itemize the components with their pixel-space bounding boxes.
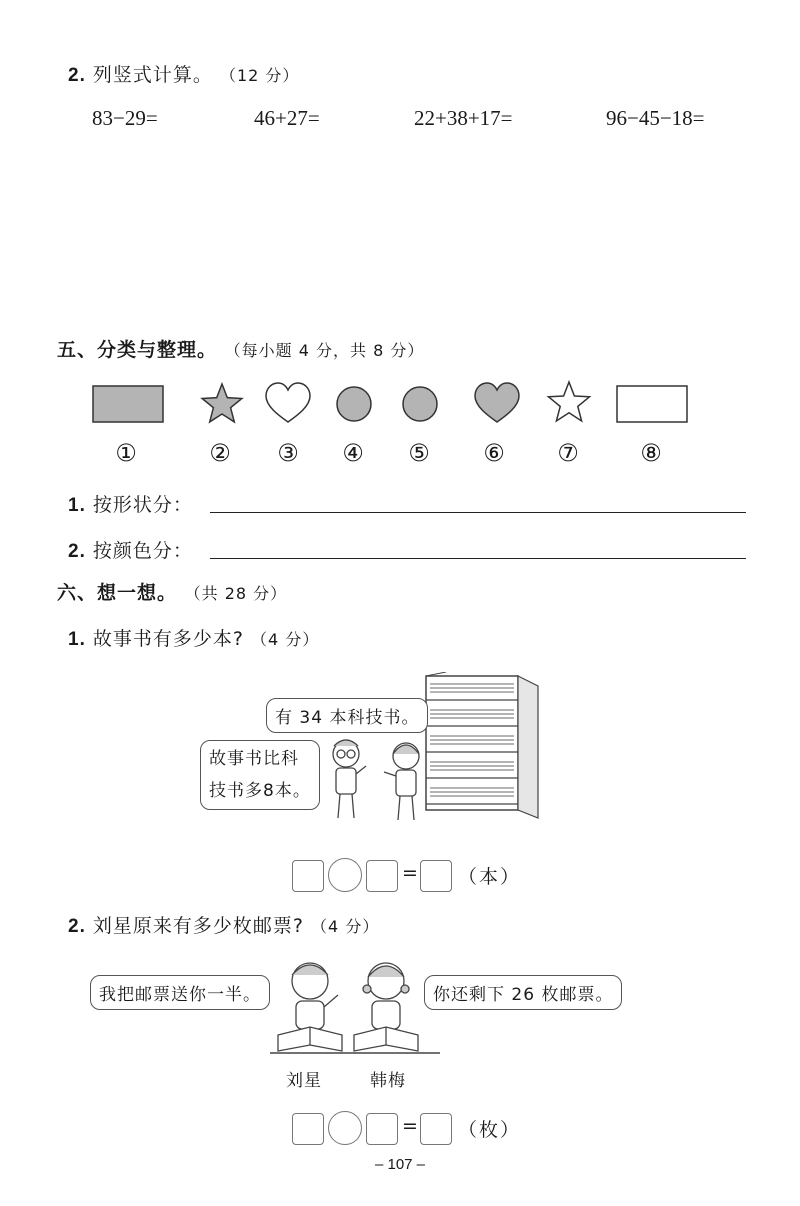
question-number: 1. — [68, 629, 86, 650]
classify-by-color — [68, 536, 193, 563]
section-points: （每小题 4 分，共 8 分） — [224, 341, 425, 360]
liuxing-figure — [278, 963, 342, 1051]
operator-circle[interactable] — [328, 1111, 362, 1145]
answer-box[interactable] — [420, 860, 452, 892]
speech-bubble-science-books: 有 34 本科技书。 — [266, 698, 428, 733]
bookshelf-illustration — [320, 672, 550, 832]
shape-label: ① — [115, 439, 137, 467]
classify-by-shape — [68, 490, 193, 517]
q2-title — [68, 60, 299, 87]
gray-circle — [403, 387, 437, 421]
section-points: （共 28 分） — [184, 584, 288, 603]
expression-2: 46+27= — [254, 106, 320, 130]
name-hanmei: 韩梅 — [370, 1071, 406, 1091]
gray-rectangle — [93, 386, 163, 422]
answer-line-shape[interactable] — [210, 511, 746, 513]
shape-label: ④ — [342, 439, 364, 467]
shape-label: ⑧ — [640, 439, 662, 467]
question-text: 故事书有多少本? — [92, 628, 244, 650]
q6-2-title — [68, 911, 379, 938]
answer-box[interactable] — [292, 1113, 324, 1145]
question-text: 刘星原来有多少枚邮票? — [92, 915, 304, 937]
answer-box[interactable] — [366, 860, 398, 892]
operator-circle[interactable] — [328, 858, 362, 892]
question-points: （12 分） — [219, 66, 300, 85]
question-text: 列竖式计算。 — [92, 64, 213, 86]
expression-1: 83−29= — [92, 106, 158, 130]
section-heading: 五、分类与整理。 — [57, 339, 218, 361]
shape-label: ⑤ — [408, 439, 430, 467]
section5-title — [57, 335, 424, 362]
white-star — [549, 382, 590, 421]
bubble-line: 技书多8本。 — [209, 781, 311, 801]
section6-title — [57, 578, 287, 605]
unit-label: （本） — [458, 866, 522, 888]
expression-4: 96−45−18= — [606, 106, 705, 130]
equals-sign: = — [402, 862, 420, 884]
answer-line-color[interactable] — [210, 557, 746, 559]
speech-bubble-give-half: 我把邮票送你一半。 — [90, 975, 270, 1010]
question-number: 1. — [68, 495, 86, 516]
boy-figure — [333, 740, 366, 818]
girl-figure — [384, 743, 419, 820]
question-points: （4 分） — [311, 917, 380, 936]
hanmei-figure — [354, 963, 418, 1051]
question-number: 2. — [68, 541, 86, 562]
shape-label: ③ — [277, 439, 299, 467]
expression-3: 22+38+17= — [414, 106, 513, 130]
answer-box[interactable] — [366, 1113, 398, 1145]
shape-label: ⑥ — [483, 439, 505, 467]
gray-star — [202, 384, 242, 422]
shape-label: ⑦ — [557, 439, 579, 467]
question-text: 按形状分： — [92, 494, 193, 516]
page-number: – 107 – — [374, 1156, 426, 1173]
gray-heart — [475, 383, 519, 422]
white-rectangle — [617, 386, 687, 422]
q6-1-title — [68, 624, 319, 651]
name-liuxing: 刘星 — [286, 1071, 322, 1091]
answer-box[interactable] — [420, 1113, 452, 1145]
speech-bubble-story-books — [200, 740, 320, 810]
question-number: 2. — [68, 65, 86, 86]
stamps-illustration — [270, 955, 440, 1055]
question-text: 按颜色分： — [92, 540, 193, 562]
bookshelf — [426, 672, 538, 818]
question-number: 2. — [68, 916, 86, 937]
question-points: （4 分） — [251, 630, 320, 649]
white-heart — [266, 383, 310, 422]
gray-circle — [337, 387, 371, 421]
unit-label: （枚） — [458, 1119, 522, 1141]
bubble-line: 故事书比科 — [209, 749, 299, 769]
speech-bubble-remaining: 你还剩下 26 枚邮票。 — [424, 975, 622, 1010]
equals-sign: = — [402, 1115, 420, 1137]
answer-box[interactable] — [292, 860, 324, 892]
section-heading: 六、想一想。 — [57, 582, 178, 604]
shapes-row — [0, 372, 800, 432]
shape-label: ② — [209, 439, 231, 467]
